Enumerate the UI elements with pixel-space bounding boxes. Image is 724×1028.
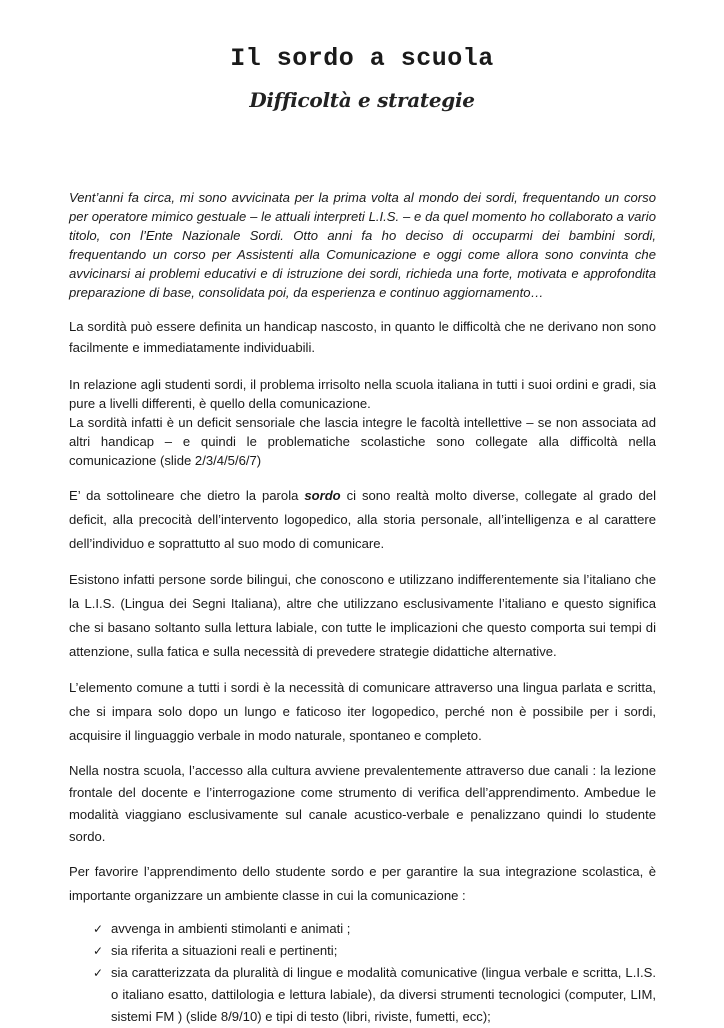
checkmark-icon: ✓ (93, 966, 104, 980)
checkmark-icon: ✓ (93, 944, 104, 958)
list-item-text: sia riferita a situazioni reali e pertinenti; (111, 943, 338, 958)
paragraph-word-sordo (69, 484, 656, 556)
document-body (69, 188, 656, 1028)
paragraph-students: In relazione agli studenti sordi, il problema irrisolto nella scuola italiana in tutti i suoi ordini e gradi, sia pure a livelli differenti, è quello della comunicazione. (69, 377, 656, 411)
list-item (69, 962, 656, 1028)
list-item (69, 940, 656, 962)
paragraph-text: ci sono realtà molto diverse, collegate al grado del deficit, alla precocità dell’intervento logopedico, alla storia personale, all’intelligenza e al carattere dell’individuo e soprattutto al suo modo di comunicare. (69, 488, 656, 551)
paragraph-handicap: La sordità può essere definita un handicap nascosto, in quanto le difficoltà che ne derivano non sono facilmente e immediatamente individuabili. (69, 319, 656, 355)
checkmark-icon: ✓ (93, 922, 104, 936)
list-item (69, 918, 656, 940)
emphasis-word: sordo (304, 488, 341, 503)
document-title: Il sordo a scuola (230, 44, 494, 73)
paragraph-school-channels: Nella nostra scuola, l’accesso alla cultura avviene prevalentemente attraverso due canali : la lezione frontale del docente e l’interrogazione come strumento di verifica dell’apprendimento. Ambedue le modalità viaggiano esclusivamente sul canale acustico-verbale e penalizzano quindi lo studente sordo. (69, 763, 656, 844)
paragraph-deficit: La sordità infatti è un deficit sensoriale che lascia integre le facoltà intellettive – se non associata ad altri handicap – e quindi le problematiche scolastiche sono collegate alla difficoltà nella comunicazione (slide 2/3/4/5/6/7) (69, 415, 656, 468)
list-item-text: sia caratterizzata da pluralità di lingue e modalità comunicative (lingua verbale e scritta, L.I.S. o italiano esatto, dattilologia e lettura labiale), da diversi strumenti tecnologici (computer, LIM, sistemi FM ) (slide 8/9/10) e tipi di testo (libri, riviste, fumetti, ecc); (111, 965, 656, 1024)
paragraph-text: E’ da sottolineare che dietro la parola (69, 488, 305, 503)
intro-paragraph: Vent’anni fa circa, mi sono avvicinata per la prima volta al mondo dei sordi, frequentando un corso per operatore mimico gestuale – le attuali interpreti L.I.S. – e da quel momento ho collaborato a vario titolo, con l’Ente Nazionale Sordi. Otto anni fa ho deciso di occuparmi dei bambini sordi, frequentando un corso per Assistenti alla Comunicazione e oggi come allora sono convinta che avvicinarsi ai problemi educativi e di istruzione dei sordi, richieda una forte, motivata e approfondita preparazione di base, consolidata poi, da esperienza e continuo aggiornamento… (69, 190, 656, 300)
list-item-text: avvenga in ambienti stimolanti e animati ; (111, 921, 351, 936)
paragraph-common-element: L’elemento comune a tutti i sordi è la necessità di comunicare attraverso una lingua parlata e scritta, che si impara solo dopo un lungo e faticoso iter logopedico, perché non è possibile per i sordi, acquisire il linguaggio verbale in modo naturale, spontaneo e completo. (69, 680, 656, 743)
paragraph-bilingual: Esistono infatti persone sorde bilingui, che conoscono e utilizzano indifferentemente sia l’italiano che la L.I.S. (Lingua dei Segni Italiana), altre che utilizzano esclusivamente l’italiano e questo significa che si basano soltanto sulla lettura labiale, con tutte le implicazioni che questo comporta sui tempi di attenzione, sulla fatica e sulla necessità di prevedere strategie didattiche alternative. (69, 572, 656, 659)
document-subtitle: Difficoltà e strategie (249, 88, 475, 112)
checklist (69, 918, 656, 1028)
paragraph-classroom: Per favorire l’apprendimento dello studente sordo e per garantire la sua integrazione scolastica, è importante organizzare un ambiente classe in cui la comunicazione : (69, 864, 656, 903)
